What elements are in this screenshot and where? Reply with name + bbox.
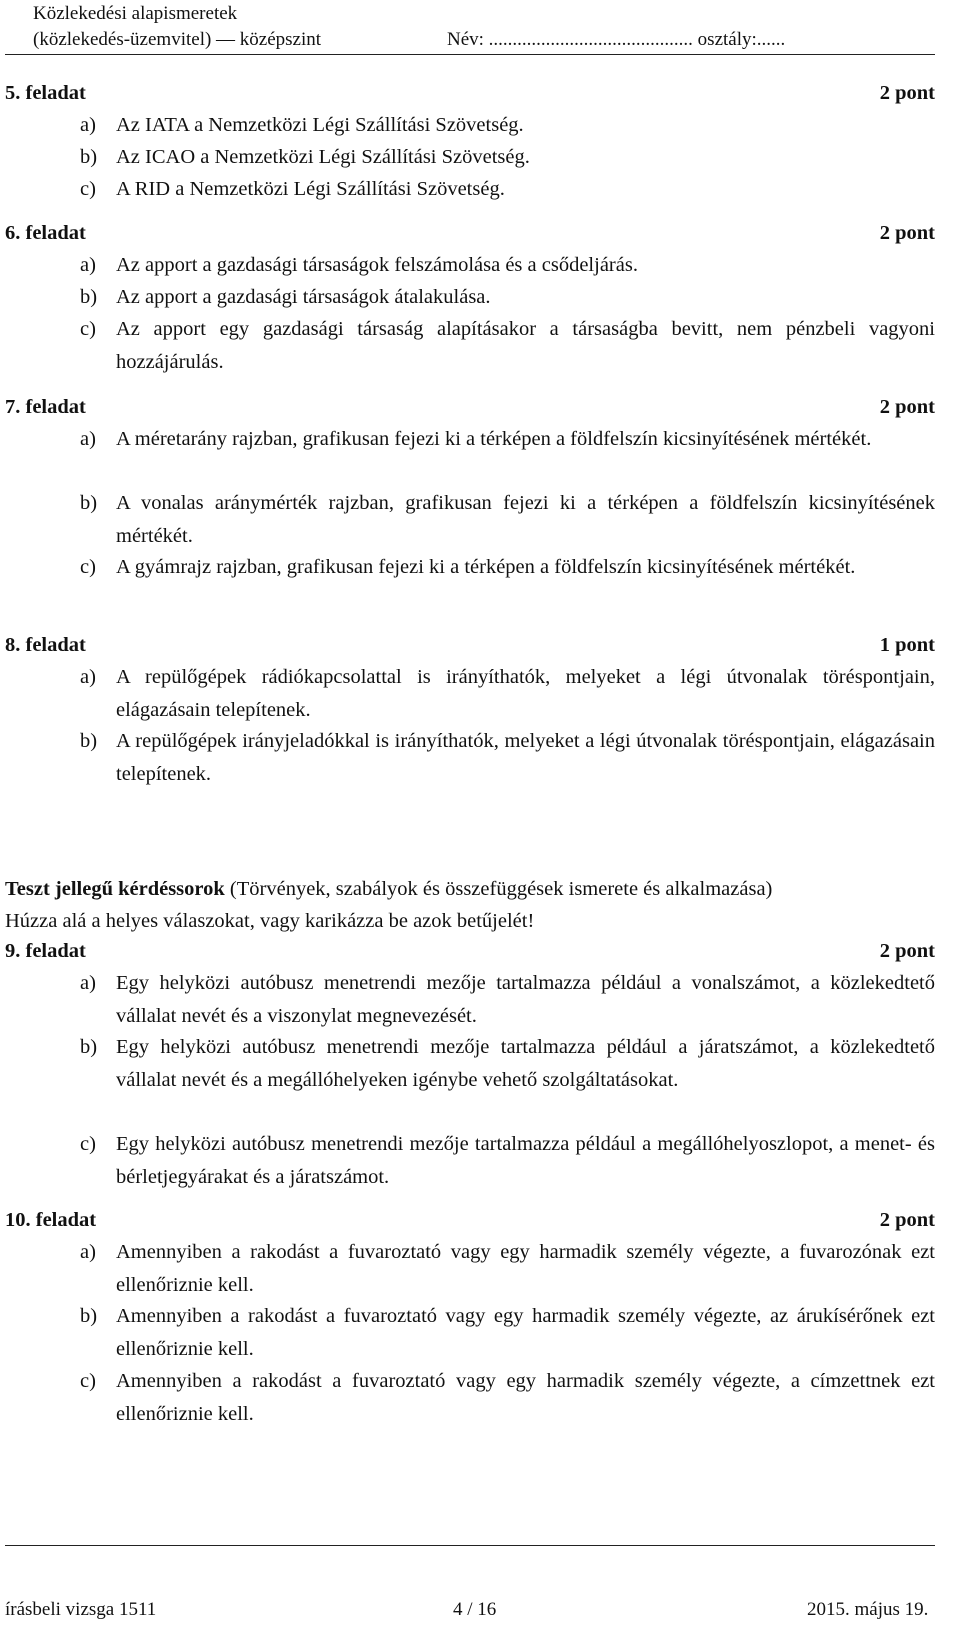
task-points: 1 pont bbox=[879, 634, 935, 656]
task-7-option-c[interactable] bbox=[80, 551, 935, 584]
page-header bbox=[0, 0, 935, 55]
option-text[interactable]: Az apport a gazdasági társaságok átalakulása. bbox=[116, 286, 491, 308]
task-5-option-a[interactable] bbox=[80, 109, 935, 142]
option-letter[interactable]: b) bbox=[80, 1305, 98, 1327]
task-points: 2 pont bbox=[879, 222, 935, 244]
task-5-heading bbox=[5, 78, 935, 108]
task-title: 5. feladat bbox=[5, 82, 86, 104]
option-letter[interactable]: c) bbox=[80, 178, 96, 200]
task-7-option-b[interactable] bbox=[80, 487, 935, 552]
task-6-option-c[interactable] bbox=[80, 313, 935, 378]
task-points: 2 pont bbox=[879, 396, 935, 418]
option-letter[interactable]: b) bbox=[80, 730, 98, 752]
task-10-option-c[interactable] bbox=[80, 1365, 935, 1430]
task-10-heading bbox=[5, 1205, 935, 1235]
task-title: 7. feladat bbox=[5, 396, 86, 418]
option-letter[interactable]: a) bbox=[80, 972, 96, 994]
page-footer bbox=[0, 1545, 960, 1626]
option-text[interactable]: A RID a Nemzetközi Légi Szállítási Szövetség. bbox=[116, 178, 505, 200]
option-text[interactable]: Az ICAO a Nemzetközi Légi Szállítási Szövetség. bbox=[116, 146, 530, 168]
section-title: Teszt jellegű kérdéssorok bbox=[5, 878, 225, 900]
option-text[interactable]: Az apport egy gazdasági társaság alapításakor a társaságba bevitt, nem pénzbeli vagyoni hozzájárulás. bbox=[116, 318, 935, 373]
section-title-line bbox=[5, 873, 935, 905]
task-points: 2 pont bbox=[879, 82, 935, 104]
exam-date: 2015. május 19. bbox=[807, 1599, 929, 1620]
task-5-option-c[interactable] bbox=[80, 173, 935, 206]
option-text[interactable]: Egy helyközi autóbusz menetrendi mezője tartalmazza például a járatszámot, a közlekedtető vállalat nevét és a megállóhelyeken igénybe vehető szolgáltatásokat. bbox=[116, 1036, 935, 1091]
option-letter[interactable]: b) bbox=[80, 146, 98, 168]
option-text[interactable]: A gyámrajz rajzban, grafikusan fejezi ki a térképen a földfelszín kicsinyítésének mértékét. bbox=[116, 556, 856, 578]
task-6-heading bbox=[5, 218, 935, 248]
option-text[interactable]: A repülőgépek rádiókapcsolattal is irányíthatók, melyeket a légi útvonalak töréspontjain, elágazásain telepítenek. bbox=[116, 666, 935, 721]
subject-level: (közlekedés-üzemvitel) — középszint bbox=[33, 29, 322, 50]
option-letter[interactable]: b) bbox=[80, 286, 98, 308]
task-points: 2 pont bbox=[879, 940, 935, 962]
option-letter[interactable]: c) bbox=[80, 1133, 96, 1155]
option-text[interactable]: A méretarány rajzban, grafikusan fejezi ki a térképen a földfelszín kicsinyítésének mértékét. bbox=[116, 428, 872, 450]
task-8-option-b[interactable] bbox=[80, 725, 935, 790]
option-letter[interactable]: c) bbox=[80, 318, 96, 340]
task-points: 2 pont bbox=[879, 1209, 935, 1231]
task-7-option-a[interactable] bbox=[80, 423, 935, 456]
footer-rule bbox=[5, 1545, 935, 1546]
task-9-option-b[interactable] bbox=[80, 1031, 935, 1096]
task-title: 6. feladat bbox=[5, 222, 86, 244]
task-6-option-a[interactable] bbox=[80, 249, 935, 282]
task-title: 8. feladat bbox=[5, 634, 86, 656]
option-letter[interactable]: a) bbox=[80, 1241, 96, 1263]
task-6-option-b[interactable] bbox=[80, 281, 935, 314]
option-letter[interactable]: b) bbox=[80, 492, 98, 514]
option-text[interactable]: A repülőgépek irányjeladókkal is irányíthatók, melyeket a légi útvonalak töréspontjain, elágazásain telepítenek. bbox=[116, 730, 935, 785]
section-intro bbox=[5, 873, 935, 937]
subject-title: Közlekedési alapismeretek bbox=[33, 3, 238, 24]
task-8-heading bbox=[5, 630, 935, 660]
option-text[interactable]: Amennyiben a rakodást a fuvaroztató vagy egy harmadik személy végezte, a címzettnek ezt ellenőriznie kell. bbox=[116, 1370, 935, 1425]
option-text[interactable]: A vonalas aránymérték rajzban, grafikusan fejezi ki a térképen a földfelszín kicsinyítésének mértékét. bbox=[116, 492, 935, 547]
task-9-option-a[interactable] bbox=[80, 967, 935, 1032]
exam-code: írásbeli vizsga 1511 bbox=[5, 1599, 157, 1620]
option-letter[interactable]: c) bbox=[80, 1370, 96, 1392]
option-text[interactable]: Egy helyközi autóbusz menetrendi mezője tartalmazza például a megállóhelyoszlopot, a menet- és bérletjegyárakat és a járatszámot. bbox=[116, 1133, 935, 1188]
option-text[interactable]: Amennyiben a rakodást a fuvaroztató vagy egy harmadik személy végezte, az árukísérőnek ezt ellenőriznie kell. bbox=[116, 1305, 935, 1360]
option-text[interactable]: Amennyiben a rakodást a fuvaroztató vagy egy harmadik személy végezte, a fuvarozónak ezt ellenőriznie kell. bbox=[116, 1241, 935, 1296]
option-letter[interactable]: b) bbox=[80, 1036, 98, 1058]
option-letter[interactable]: a) bbox=[80, 428, 96, 450]
task-10-option-b[interactable] bbox=[80, 1300, 935, 1365]
option-letter[interactable]: a) bbox=[80, 666, 96, 688]
name-class-field: Név: ........................................... osztály:...... bbox=[447, 29, 786, 50]
task-7-heading bbox=[5, 392, 935, 422]
task-9-heading bbox=[5, 936, 935, 966]
header-rule bbox=[5, 54, 935, 55]
option-letter[interactable]: a) bbox=[80, 114, 96, 136]
task-10-option-a[interactable] bbox=[80, 1236, 935, 1301]
option-text[interactable]: Az apport a gazdasági társaságok felszámolása és a csődeljárás. bbox=[116, 254, 638, 276]
option-text[interactable]: Az IATA a Nemzetközi Légi Szállítási Szövetség. bbox=[116, 114, 524, 136]
section-subtitle: (Törvények, szabályok és összefüggések ismerete és alkalmazása) bbox=[224, 878, 773, 900]
section-instruction: Húzza alá a helyes válaszokat, vagy karikázza be azok betűjelét! bbox=[5, 910, 535, 932]
page-number: 4 / 16 bbox=[453, 1599, 497, 1620]
task-title: 9. feladat bbox=[5, 940, 86, 962]
task-9-option-c[interactable] bbox=[80, 1128, 935, 1193]
task-8-option-a[interactable] bbox=[80, 661, 935, 726]
option-text[interactable]: Egy helyközi autóbusz menetrendi mezője tartalmazza például a vonalszámot, a közlekedtető vállalat nevét és a viszonylat megnevezését. bbox=[116, 972, 935, 1027]
option-letter[interactable]: a) bbox=[80, 254, 96, 276]
task-5-option-b[interactable] bbox=[80, 141, 935, 174]
task-title: 10. feladat bbox=[5, 1209, 97, 1231]
option-letter[interactable]: c) bbox=[80, 556, 96, 578]
